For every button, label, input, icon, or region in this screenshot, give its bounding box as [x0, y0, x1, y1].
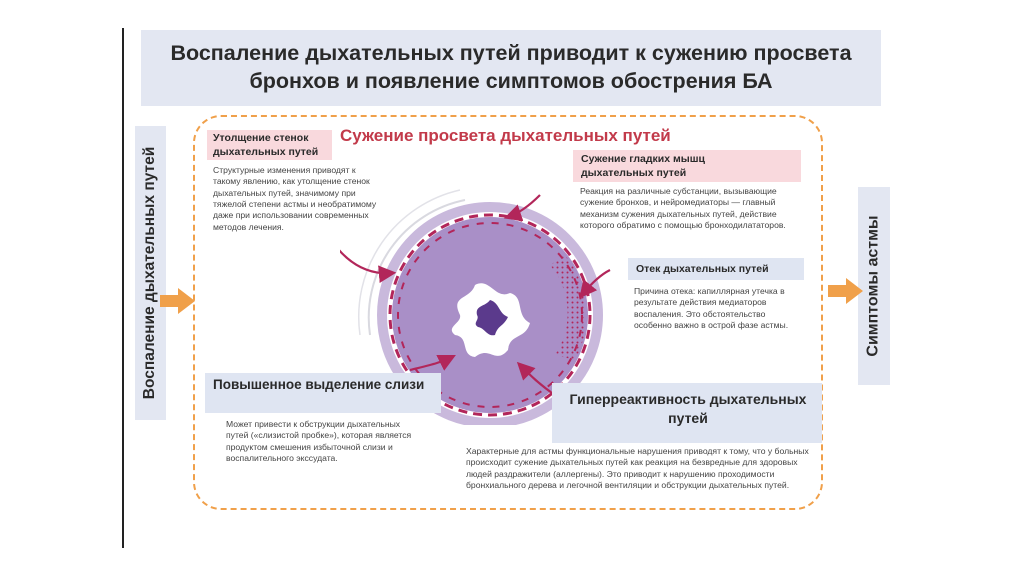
mucus-title: Повышенное выделение слизи	[213, 377, 425, 392]
left-label-box	[135, 126, 166, 420]
left-label: Воспаление дыхательных путей	[141, 146, 159, 400]
hyperreactivity-text: Характерные для астмы функциональные нарушения приводят к тому, что у больных происходит сужение дыхательных путей как реакция на безвредные для здоровых людей раздражители (аллергены). Это приводит к нарушению проходимости бронхиального дерева и легочной вентиляции и обструкции дыхательных путей.	[466, 446, 809, 491]
edema-text: Причина отека: капиллярная утечка в результате действия медиаторов воспаления. Это обстоятельство особенно важно в острой фазе астмы.	[634, 286, 789, 331]
main-heading: Сужение просвета дыхательных путей	[340, 126, 671, 145]
page-title: Воспаление дыхательных путей приводит к сужению просвета бронхов и появление симптомов обострения БА	[170, 41, 852, 93]
thickening-title: Утолщение стенок дыхательных путей	[213, 132, 319, 159]
left-arrow-icon	[158, 286, 198, 316]
smooth-muscle-text: Реакция на различные субстанции, вызывающие сужение бронхов, и нейромедиаторы — главный механизм сужения дыхательных путей, действие которого обратимо с помощью бронходилататоров.	[580, 186, 786, 231]
left-border-line	[122, 28, 124, 548]
hyperreactivity-title: Гиперреактивность дыхательных путей	[569, 391, 807, 426]
title-banner	[141, 30, 881, 106]
edema-title: Отек дыхательных путей	[636, 263, 769, 275]
smooth-muscle-title: Сужение гладких мышц дыхательных путей	[581, 153, 705, 180]
mucus-text: Может привести к обструкции дыхательных путей («слизистой пробке»), которая является продуктом смешения избыточной слизи и воспалительного экссудата.	[226, 419, 412, 464]
right-label: Симптомы астмы	[865, 215, 882, 357]
thickening-text: Структурные изменения приводят к такому явлению, как утолщение стенок дыхательных путей, значимому при тяжелой степени астмы и необратимому даже при использовании современных методов лечения.	[213, 165, 377, 232]
right-arrow-icon	[826, 276, 866, 306]
